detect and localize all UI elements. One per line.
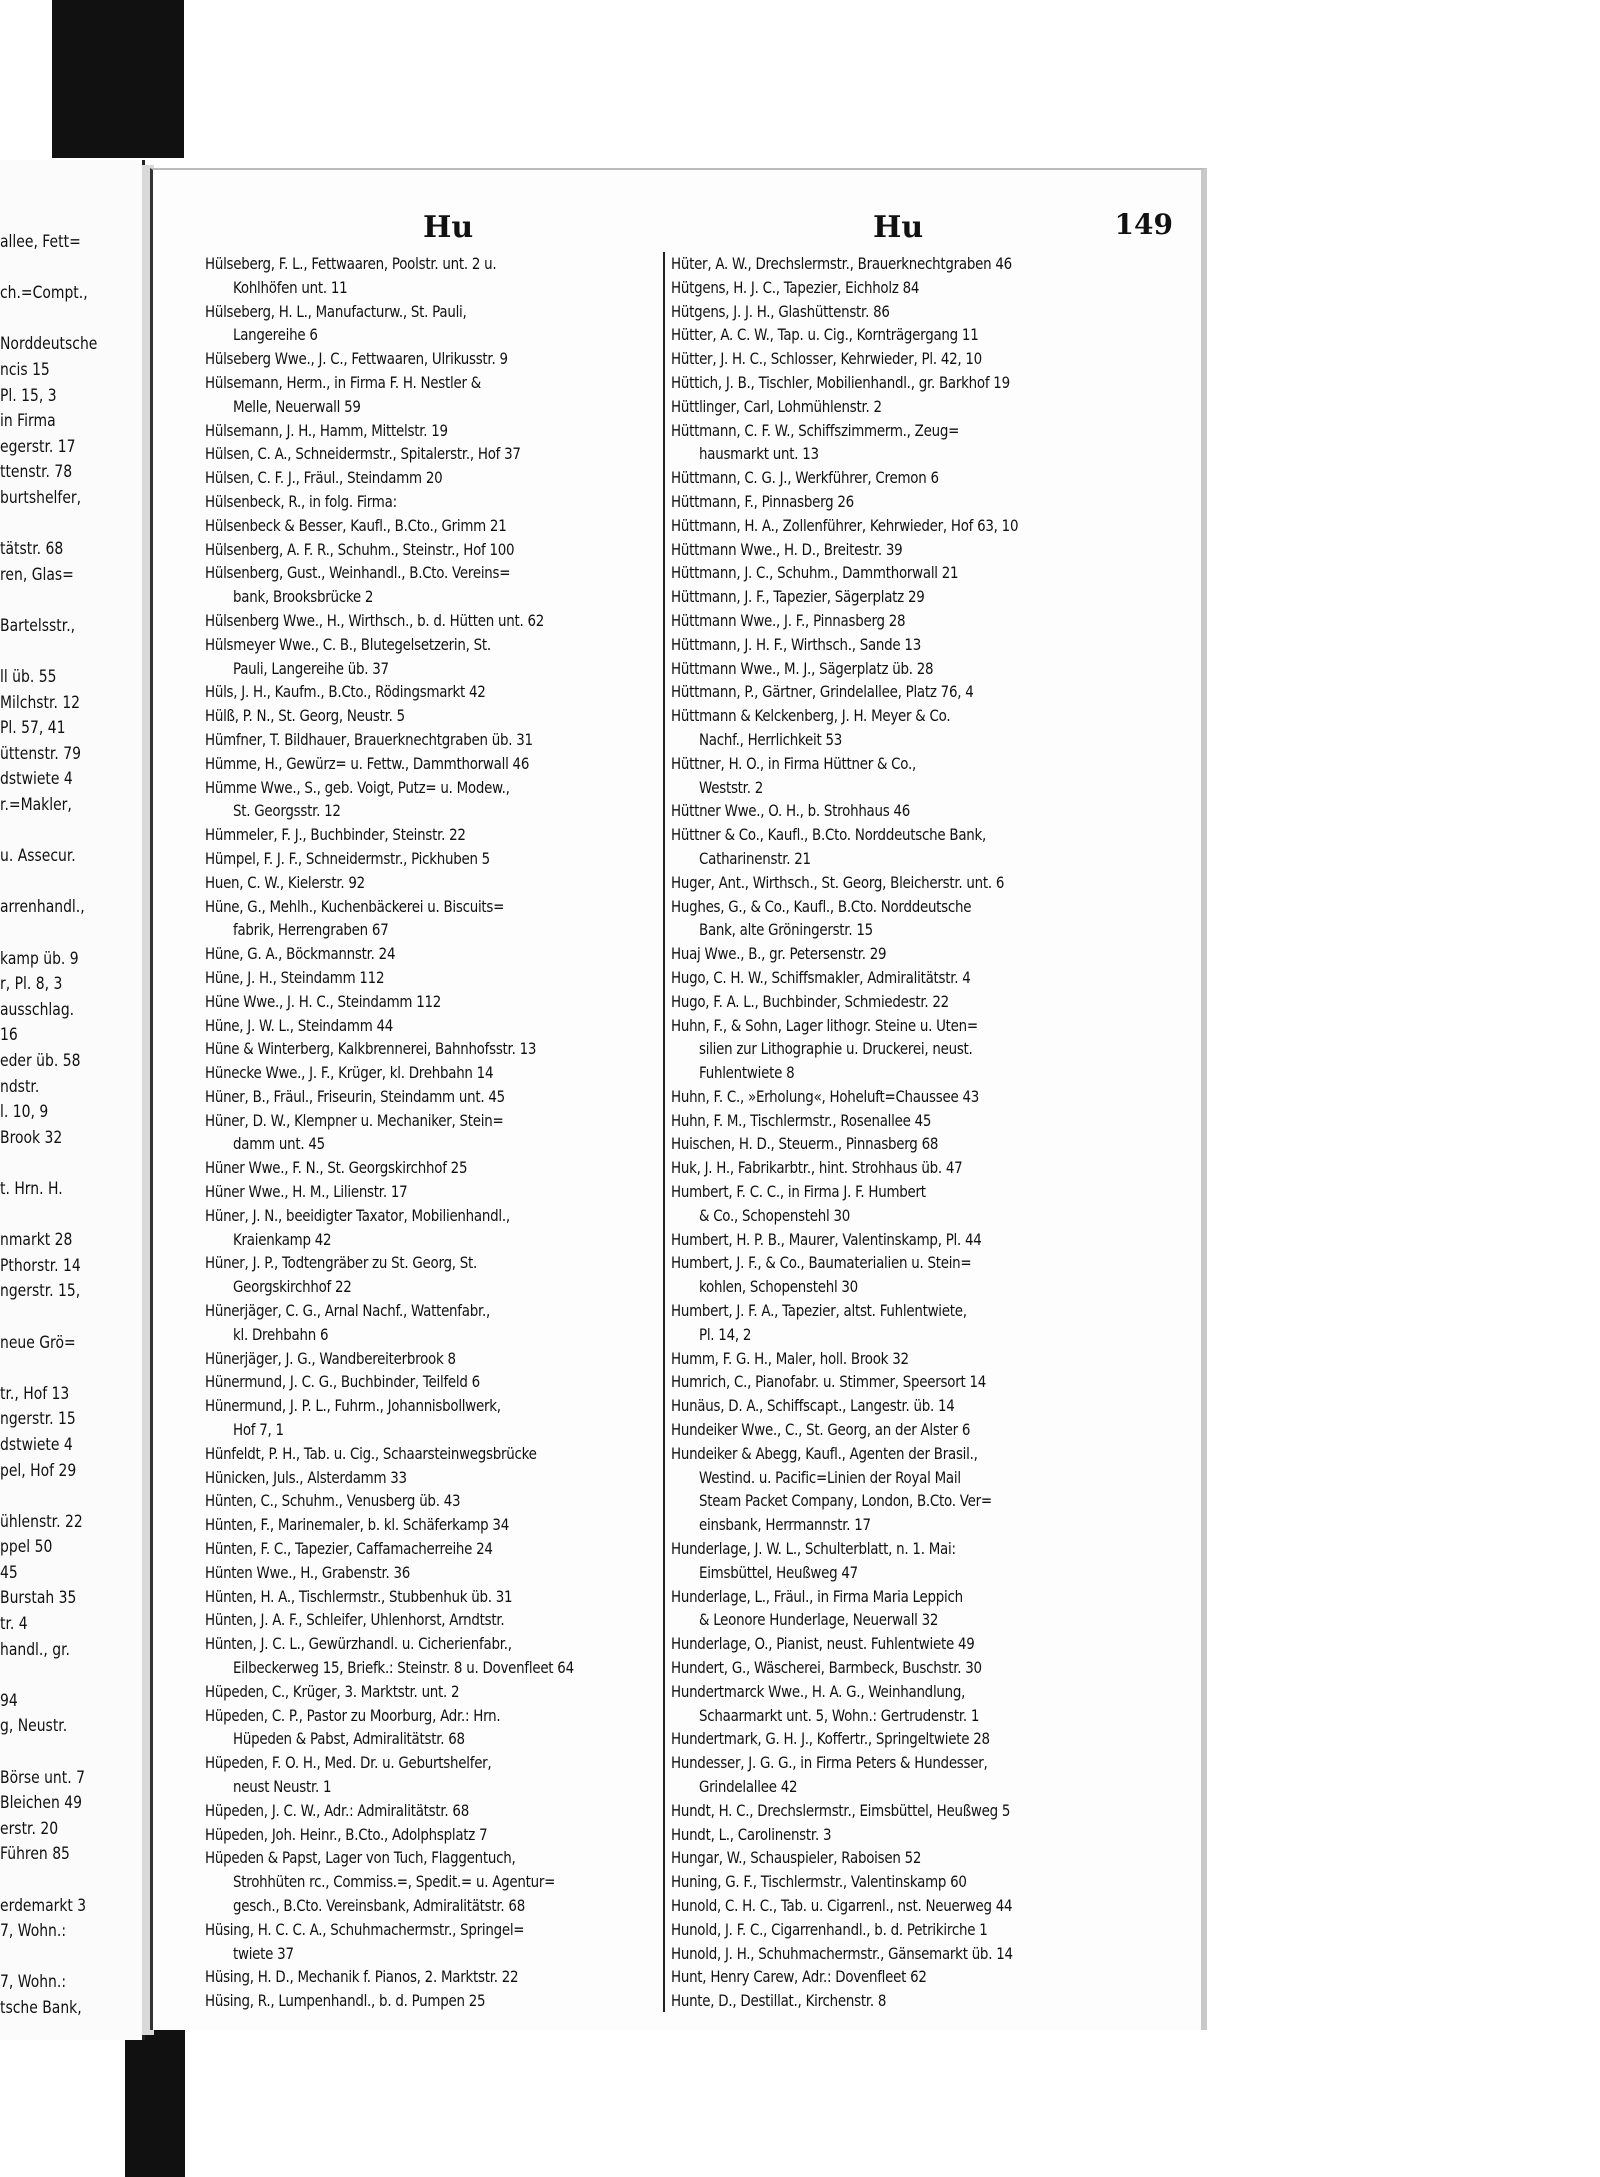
directory-entry-line: Hüpeden, J. C. W., Adr.: Admiralitätstr. 68 (205, 1801, 469, 1820)
left-page-column (0, 230, 138, 2022)
directory-entry-line: Hülß, P. N., St. Georg, Neustr. 5 (205, 707, 405, 726)
left-page-line: ch.=Compt., (0, 283, 88, 304)
left-page-line (0, 1868, 113, 1894)
directory-entry-line: Huen, C. W., Kielerstr. 92 (205, 873, 365, 892)
directory-entry-line: Weststr. 2 (699, 778, 763, 797)
directory-entry-line: Hünecke Wwe., J. F., Krüger, kl. Drehbahn 14 (205, 1064, 494, 1083)
left-page-line: Börse unt. 7 (0, 1767, 85, 1788)
left-page-line (0, 512, 113, 538)
directory-entry-line: Hünicken, Juls., Alsterdamm 33 (205, 1468, 407, 1487)
left-page-line: allee, Fett= (0, 232, 81, 252)
directory-entry-line: Hugo, F. A. L., Buchbinder, Schmiedestr. 22 (671, 992, 949, 1011)
directory-entry-line: Hünerjäger, C. G., Arnal Nachf., Wattenfabr., (205, 1302, 491, 1321)
left-page-line: 45 (0, 1562, 18, 1583)
left-page-line: dstwiete 4 (0, 769, 73, 790)
left-page-line (0, 1151, 113, 1177)
left-page-line: burtshelfer, (0, 487, 82, 508)
directory-entry-line: Hüner, D. W., Klempner u. Mechaniker, Stein= (205, 1111, 504, 1130)
directory-entry-line: Pl. 14, 2 (699, 1325, 752, 1344)
left-page-line: tr. 4 (0, 1614, 28, 1635)
directory-entry-line: Westind. u. Pacific=Linien der Royal Mail (699, 1468, 961, 1487)
left-page-line: ausschlag. (0, 999, 75, 1020)
directory-entry-line: Hülsenberg Wwe., H., Wirthsch., b. d. Hütten unt. 62 (205, 611, 545, 630)
directory-entry-line: Hof 7, 1 (233, 1421, 284, 1440)
directory-entry-line: Humbert, J. F., & Co., Baumaterialien u. Stein= (671, 1254, 972, 1273)
directory-entry-line: Hungar, W., Schauspieler, Raboisen 52 (671, 1849, 922, 1868)
directory-entry-line: Huischen, H. D., Steuerm., Pinnasberg 68 (671, 1135, 939, 1154)
directory-entry-line: Hümme Wwe., S., geb. Voigt, Putz= u. Modew., (205, 778, 510, 797)
directory-entry-line: Hünten, J. A. F., Schleifer, Uhlenhorst, Arndtstr. (205, 1611, 505, 1630)
directory-entry-line: Steam Packet Company, London, B.Cto. Ver= (699, 1492, 992, 1511)
directory-entry-line: Hülsemann, J. H., Hamm, Mittelstr. 19 (205, 421, 448, 440)
left-page-line (0, 1945, 113, 1971)
directory-entry-line: Hüpeden, F. O. H., Med. Dr. u. Geburtshelfer, (205, 1754, 492, 1773)
directory-entry-line: Bank, alte Gröningerstr. 15 (699, 921, 873, 940)
left-page-line: erstr. 20 (0, 1818, 59, 1839)
left-page-line: Brook 32 (0, 1127, 63, 1148)
directory-entry-line: einsbank, Herrmannstr. 17 (699, 1516, 871, 1535)
left-page-line: ncis 15 (0, 359, 50, 380)
directory-entry-line: Hüner, J. N., beeidigter Taxator, Mobilienhandl., (205, 1206, 510, 1225)
left-page-line: Pl. 15, 3 (0, 385, 57, 406)
directory-entry-line: Hütgens, J. J. H., Glashüttenstr. 86 (671, 302, 890, 321)
directory-entry-line: Hundert, G., Wäscherei, Barmbeck, Buschstr. 30 (671, 1659, 982, 1678)
directory-entry-line: Hüttner, H. O., in Firma Hüttner & Co., (671, 754, 916, 773)
directory-entry-line: Hülseberg, H. L., Manufacturw., St. Pauli, (205, 302, 467, 321)
directory-entry-line: twiete 37 (233, 1944, 294, 1963)
left-page-line: ren, Glas= (0, 564, 74, 585)
directory-entry-line: Eilbeckerweg 15, Briefk.: Steinstr. 8 u. Dovenfleet 64 (233, 1659, 574, 1678)
directory-entry-line: Nachf., Herrlichkeit 53 (699, 730, 843, 749)
directory-entry-line: Huk, J. H., Fabrikarbtr., hint. Strohhaus üb. 47 (671, 1159, 963, 1178)
left-page-line (0, 307, 113, 333)
directory-entry-line: Hüne Wwe., J. H. C., Steindamm 112 (205, 992, 442, 1011)
directory-entry-line: Humm, F. G. H., Maler, holl. Brook 32 (671, 1349, 909, 1368)
left-page-line: ttenstr. 78 (0, 462, 73, 483)
directory-entry-line: Humbert, J. F. A., Tapezier, altst. Fuhlentwiete, (671, 1302, 967, 1321)
left-page-line: neue Grö= (0, 1332, 76, 1353)
directory-entry-line: Hunte, D., Destillat., Kirchenstr. 8 (671, 1992, 887, 2011)
left-page-line (0, 640, 113, 666)
directory-entry-line: Hüttlinger, Carl, Lohmühlenstr. 2 (671, 397, 882, 416)
directory-entry-line: Hüner, J. P., Todtengräber zu St. Georg, St. (205, 1254, 478, 1273)
directory-entry-line: Hünermund, J. P. L., Fuhrm., Johannisbollwerk, (205, 1397, 501, 1416)
directory-entry-line: Hüpeden, C., Krüger, 3. Marktstr. unt. 2 (205, 1682, 460, 1701)
directory-entry-line: Hundeiker Wwe., C., St. Georg, an der Alster 6 (671, 1421, 971, 1440)
left-page-line: erdemarkt 3 (0, 1895, 87, 1916)
directory-entry-line: Hülseberg, F. L., Fettwaaren, Poolstr. unt. 2 u. (205, 255, 497, 273)
directory-entry-line: Hüttich, J. B., Tischler, Mobilienhandl., gr. Barkhof 19 (671, 373, 1010, 392)
directory-entry-line: bank, Brooksbrücke 2 (233, 588, 374, 607)
directory-entry-line: hausmarkt unt. 13 (699, 445, 819, 464)
directory-entry-line: Hütgens, H. J. C., Tapezier, Eichholz 84 (671, 278, 920, 297)
left-page-line: ll üb. 55 (0, 667, 57, 688)
directory-entry-line: Hüpeden, C. P., Pastor zu Moorburg, Adr.: Hrn. (205, 1706, 501, 1725)
directory-entry-line: Hunt, Henry Carew, Adr.: Dovenfleet 62 (671, 1968, 927, 1987)
directory-entry-line: Hüttmann Wwe., H. D., Breitestr. 39 (671, 540, 903, 559)
directory-entry-line: damm unt. 45 (233, 1135, 325, 1154)
directory-entry-line: fabrik, Herrengraben 67 (233, 921, 389, 940)
left-page-line (0, 1663, 113, 1689)
left-page-line: Burstah 35 (0, 1588, 77, 1609)
directory-entry-line: Hundeiker & Abegg, Kaufl., Agenten der Brasil., (671, 1444, 978, 1463)
directory-entry-line: Hülsenberg, A. F. R., Schuhm., Steinstr., Hof 100 (205, 540, 515, 559)
directory-entry-line: Hütter, J. H. C., Schlosser, Kehrwieder, Pl. 42, 10 (671, 350, 982, 369)
directory-entry-line: Schaarmarkt unt. 5, Wohn.: Gertrudenstr. 1 (699, 1706, 980, 1725)
directory-entry-line: Hümme, H., Gewürz= u. Fettw., Dammthorwall 46 (205, 754, 530, 773)
entries-column-left (205, 253, 705, 2014)
left-page-line: in Firma (0, 411, 56, 432)
directory-entry-line: Hüttmann, J. C., Schuhm., Dammthorwall 21 (671, 564, 959, 583)
directory-entry-line: Grindelallee 42 (699, 1778, 798, 1796)
page-number: 149 (1114, 208, 1173, 241)
directory-entry-line: kl. Drehbahn 6 (233, 1325, 329, 1344)
directory-entry-line: Hülsen, C. A., Schneidermstr., Spitalerstr., Hof 37 (205, 445, 521, 464)
directory-entry-line: Huger, Ant., Wirthsch., St. Georg, Bleicherstr. unt. 6 (671, 873, 1005, 892)
directory-entry-line: Langereihe 6 (233, 326, 318, 345)
directory-entry-line: Hunold, J. F. C., Cigarrenhandl., b. d. Petrikirche 1 (671, 1920, 988, 1939)
directory-entry-line: Hütter, A. C. W., Tap. u. Cig., Kornträgergang 11 (671, 326, 979, 345)
directory-entry-line: Hünten, F. C., Tapezier, Caffamacherreihe 24 (205, 1540, 493, 1559)
left-page-line (0, 1740, 113, 1766)
left-page-line: egerstr. 17 (0, 436, 76, 457)
directory-page (150, 168, 1207, 2030)
directory-entry-line: Hünten, H. A., Tischlermstr., Stubbenhuk üb. 31 (205, 1587, 513, 1606)
directory-entry-line: Hüpeden & Pabst, Admiralitätstr. 68 (233, 1730, 465, 1749)
left-page-line: Führen 85 (0, 1844, 70, 1865)
directory-entry-line: Hünten Wwe., H., Grabenstr. 36 (205, 1563, 411, 1582)
directory-entry-line: Hunderlage, J. W. L., Schulterblatt, n. 1. Mai: (671, 1540, 956, 1559)
directory-entry-line: Hundt, H. C., Drechslermstr., Eimsbüttel, Heußweg 5 (671, 1801, 1011, 1820)
directory-entry-line: Hümpel, F. J. F., Schneidermstr., Pickhuben 5 (205, 849, 490, 868)
directory-entry-line: Hüttner Wwe., O. H., b. Strohhaus 46 (671, 802, 911, 821)
directory-entry-line: Hüpeden, Joh. Heinr., B.Cto., Adolphsplatz 7 (205, 1825, 488, 1844)
left-page-line: 94 (0, 1690, 18, 1711)
directory-entry-line: Huhn, F. M., Tischlermstr., Rosenallee 45 (671, 1111, 932, 1130)
left-page-line: eder üb. 58 (0, 1051, 81, 1071)
left-page-line: tätstr. 68 (0, 539, 64, 560)
directory-entry-line: Hülsemann, Herm., in Firma F. H. Nestler & (205, 373, 481, 392)
directory-entry-line: Fuhlentwiete 8 (699, 1064, 795, 1083)
left-page-line: Milchstr. 12 (0, 692, 81, 713)
left-page-line: Bleichen 49 (0, 1793, 82, 1814)
directory-entry-line: Hüttmann, J. F., Tapezier, Sägerplatz 29 (671, 588, 925, 607)
left-page-line: u. Assecur. (0, 846, 76, 867)
left-page-line: pel, Hof 29 (0, 1460, 77, 1481)
directory-entry-line: Georgskirchhof 22 (233, 1278, 352, 1297)
left-page-line: ühlenstr. 22 (0, 1511, 83, 1532)
directory-entry-line: Catharinenstr. 21 (699, 849, 811, 868)
left-page-line (0, 819, 113, 845)
left-page-line: tr., Hof 13 (0, 1383, 70, 1404)
directory-entry-line: Humbert, F. C. C., in Firma J. F. Humbert (671, 1183, 926, 1202)
directory-entry-line: Hüter, A. W., Drechslermstr., Brauerknechtgraben 46 (671, 255, 1012, 273)
left-page-line: t. Hrn. H. (0, 1178, 63, 1199)
directory-entry-line: Humrich, C., Pianofabr. u. Stimmer, Speersort 14 (671, 1373, 987, 1392)
directory-entry-line: Hülsmeyer Wwe., C. B., Blutegelsetzerin, St. (205, 635, 491, 654)
left-page-line: üttenstr. 79 (0, 743, 81, 764)
directory-entry-line: Hüttmann Wwe., J. F., Pinnasberg 28 (671, 611, 906, 630)
left-page-line: 7, Wohn.: (0, 1972, 67, 1993)
left-page-line: 7, Wohn.: (0, 1921, 67, 1942)
left-page-line: tsche Bank, (0, 1997, 82, 2018)
binding-shadow-top (52, 0, 184, 158)
directory-entry-line: Melle, Neuerwall 59 (233, 397, 361, 416)
left-page-line: arrenhandl., (0, 897, 85, 918)
directory-entry-line: Hunderlage, O., Pianist, neust. Fuhlentwiete 49 (671, 1635, 975, 1654)
directory-entry-line: Huhn, F. C., »Erholung«, Hoheluft=Chaussee 43 (671, 1087, 980, 1106)
directory-entry-line: Strohhüten rc., Commiss.=, Spedit.= u. Agentur= (233, 1873, 556, 1892)
left-page-line: Pl. 57, 41 (0, 718, 66, 739)
left-page-line (0, 1203, 113, 1229)
left-page-line: 16 (0, 1025, 18, 1046)
left-page-line (0, 256, 113, 282)
directory-entry-line: Hülseberg Wwe., J. C., Fettwaaren, Ulrikusstr. 9 (205, 350, 508, 369)
directory-entry-line: Kraienkamp 42 (233, 1230, 332, 1249)
directory-entry-line: & Co., Schopenstehl 30 (699, 1206, 851, 1225)
directory-entry-line: Hüttner & Co., Kaufl., B.Cto. Norddeutsche Bank, (671, 826, 987, 845)
left-page-fragment (0, 160, 145, 2040)
running-header-left: Hu (423, 210, 474, 245)
left-page-line: Norddeutsche (0, 334, 98, 355)
left-page-line: r.=Makler, (0, 795, 72, 816)
entries-column-right (671, 253, 1171, 2014)
directory-entry-line: Hünten, J. C. L., Gewürzhandl. u. Cicherienfabr., (205, 1635, 512, 1654)
directory-entry-line: Hüne, G. A., Böckmannstr. 24 (205, 945, 396, 964)
directory-entry-line: Hunold, J. H., Schuhmachermstr., Gänsemarkt üb. 14 (671, 1944, 1013, 1963)
directory-entry-line: Hüner Wwe., F. N., St. Georgskirchhof 25 (205, 1159, 468, 1178)
directory-entry-line: Huning, G. F., Tischlermstr., Valentinskamp 60 (671, 1873, 967, 1892)
directory-entry-line: St. Georgsstr. 12 (233, 802, 341, 821)
left-page-line: ngerstr. 15 (0, 1409, 76, 1430)
directory-entry-line: Hüner Wwe., H. M., Lilienstr. 17 (205, 1183, 408, 1202)
directory-entry-line: Hümmeler, F. J., Buchbinder, Steinstr. 22 (205, 826, 466, 845)
directory-entry-line: Hüne & Winterberg, Kalkbrennerei, Bahnhofsstr. 13 (205, 1040, 537, 1059)
directory-entry-line: Hüttmann, H. A., Zollenführer, Kehrwieder, Hof 63, 10 (671, 516, 1019, 535)
directory-entry-line: Hünten, F., Marinemaler, b. kl. Schäferkamp 34 (205, 1516, 509, 1535)
directory-entry-line: Hundertmark, G. H. J., Koffertr., Springeltwiete 28 (671, 1730, 990, 1749)
left-page-line: Pthorstr. 14 (0, 1255, 81, 1276)
running-header-right: Hu (873, 210, 924, 245)
directory-entry-line: Hüls, J. H., Kaufm., B.Cto., Rödingsmarkt 42 (205, 683, 486, 702)
left-page-line (0, 1305, 113, 1331)
directory-entry-line: Kohlhöfen unt. 11 (233, 278, 348, 297)
directory-entry-line: Hünermund, J. C. G., Buchbinder, Teilfeld 6 (205, 1373, 480, 1392)
left-page-line: nmarkt 28 (0, 1230, 73, 1251)
directory-entry-line: Huaj Wwe., B., gr. Petersenstr. 29 (671, 945, 887, 964)
directory-entry-line: Hülsenberg, Gust., Weinhandl., B.Cto. Vereins= (205, 564, 511, 583)
left-page-line (0, 1484, 113, 1510)
left-page-line (0, 1356, 113, 1382)
left-page-line: ppel 50 (0, 1537, 53, 1558)
directory-entry-line: Hüttmann Wwe., M. J., Sägerplatz üb. 28 (671, 659, 934, 678)
directory-entry-line: Humbert, H. P. B., Maurer, Valentinskamp, Pl. 44 (671, 1230, 982, 1249)
directory-entry-line: neust Neustr. 1 (233, 1778, 332, 1796)
directory-entry-line: Hüttmann, F., Pinnasberg 26 (671, 492, 854, 511)
directory-entry-line: Hunderlage, L., Fräul., in Firma Maria Leppich (671, 1587, 963, 1606)
directory-entry-line: Hunäus, D. A., Schiffscapt., Langestr. üb. 14 (671, 1397, 955, 1416)
directory-entry-line: Hunold, C. H. C., Tab. u. Cigarrenl., nst. Neuerweg 44 (671, 1896, 1013, 1915)
directory-entry-line: Hundt, L., Carolinenstr. 3 (671, 1825, 832, 1844)
directory-entry-line: Hünten, C., Schuhm., Venusberg üb. 43 (205, 1492, 461, 1511)
directory-entry-line: & Leonore Hunderlage, Neuerwall 32 (699, 1611, 939, 1630)
left-page-line: l. 10, 9 (0, 1102, 49, 1123)
directory-entry-line: kohlen, Schopenstehl 30 (699, 1278, 858, 1297)
directory-entry-line: Huhn, F., & Sohn, Lager lithogr. Steine u. Uten= (671, 1016, 978, 1035)
directory-entry-line: Hundertmarck Wwe., H. A. G., Weinhandlung, (671, 1682, 966, 1701)
left-page-line: kamp üb. 9 (0, 948, 79, 969)
left-page-line: handl., gr. (0, 1639, 70, 1660)
directory-entry-line: Hundesser, J. G. G., in Firma Peters & Hundesser, (671, 1754, 988, 1773)
directory-entry-line: Hüttmann, C. F. W., Schiffszimmerm., Zeug= (671, 421, 960, 440)
directory-entry-line: Hüpeden & Papst, Lager von Tuch, Flaggentuch, (205, 1849, 516, 1868)
left-page-line: ngerstr. 15, (0, 1281, 81, 1302)
directory-entry-line: Hüne, J. W. L., Steindamm 44 (205, 1016, 394, 1035)
directory-entry-line: Hüsing, H. C. C. A., Schuhmachermstr., Springel= (205, 1920, 525, 1939)
directory-entry-line: Pauli, Langereihe üb. 37 (233, 659, 389, 678)
directory-entry-line: Hünerjäger, J. G., Wandbereiterbrook 8 (205, 1349, 456, 1368)
directory-entry-line: Hümfner, T. Bildhauer, Brauerknechtgraben üb. 31 (205, 730, 533, 749)
directory-entry-line: Hüne, G., Mehlh., Kuchenbäckerei u. Biscuits= (205, 897, 505, 916)
left-page-line: Bartelsstr., (0, 615, 76, 636)
left-page-line (0, 870, 113, 896)
left-page-line: dstwiete 4 (0, 1434, 73, 1455)
left-page-line (0, 588, 113, 614)
directory-entry-line: Hüttmann, P., Gärtner, Grindelallee, Platz 76, 4 (671, 683, 974, 702)
directory-entry-line: Hülsen, C. F. J., Fräul., Steindamm 20 (205, 469, 443, 488)
directory-entry-line: silien zur Lithographie u. Druckerei, neust. (699, 1040, 973, 1059)
directory-entry-line: Hüsing, H. D., Mechanik f. Pianos, 2. Marktstr. 22 (205, 1968, 519, 1987)
directory-entry-line: Hüttmann & Kelckenberg, J. H. Meyer & Co. (671, 707, 951, 726)
directory-entry-line: gesch., B.Cto. Vereinsbank, Admiralitätstr. 68 (233, 1896, 525, 1915)
directory-entry-line: Hüne, J. H., Steindamm 112 (205, 968, 385, 987)
directory-entry-line: Hülsenbeck, R., in folg. Firma: (205, 492, 397, 511)
directory-entry-line: Hüttmann, C. G. J., Werkführer, Cremon 6 (671, 469, 939, 488)
left-page-line: g, Neustr. (0, 1716, 68, 1737)
directory-entry-line: Eimsbüttel, Heußweg 47 (699, 1563, 858, 1582)
directory-entry-line: Hughes, G., & Co., Kaufl., B.Cto. Norddeutsche (671, 897, 972, 916)
left-page-line: ndstr. (0, 1076, 40, 1097)
directory-entry-line: Hüttmann, J. H. F., Wirthsch., Sande 13 (671, 635, 921, 654)
directory-entry-line: Hülsenbeck & Besser, Kaufl., B.Cto., Grimm 21 (205, 516, 507, 535)
directory-entry-line: Hüner, B., Fräul., Friseurin, Steindamm unt. 45 (205, 1087, 505, 1106)
directory-entry-line: Hüsing, R., Lumpenhandl., b. d. Pumpen 25 (205, 1992, 486, 2011)
left-page-line: r, Pl. 8, 3 (0, 974, 63, 995)
directory-entry-line: Hugo, C. H. W., Schiffsmakler, Admiralitätstr. 4 (671, 968, 971, 987)
left-page-line (0, 921, 113, 947)
directory-entry-line: Hünfeldt, P. H., Tab. u. Cig., Schaarsteinwegsbrücke (205, 1444, 537, 1463)
